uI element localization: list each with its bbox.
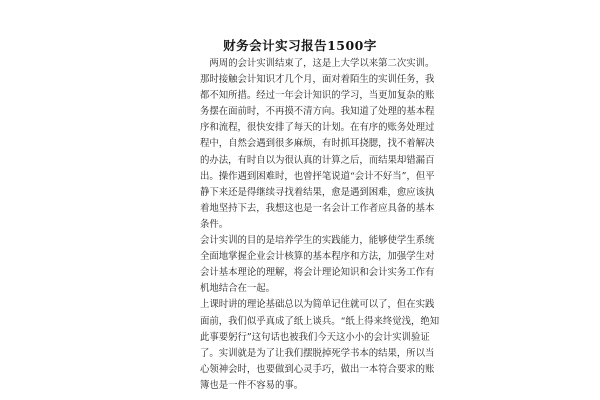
document-title: 财务会计实习报告1500字 bbox=[223, 38, 377, 53]
body-line: 全面地掌握企业会计核算的基本程序和方法，加强学生对 bbox=[200, 251, 435, 263]
body-line: 那时接触会计知识才几个月，面对着陌生的实训任务，我 bbox=[200, 74, 435, 86]
body-line: 会计基本理论的理解，将会计理论知识和会计实务工作有 bbox=[200, 267, 435, 279]
body-line: 的办法，有时自以为很认真的计算之后，而结果却错漏百 bbox=[200, 154, 435, 166]
body-line: 务摆在面前时，不再摸不清方向。我知道了处理的基本程 bbox=[200, 106, 435, 118]
body-line: 序和流程，很快安排了每天的计划。在有序的账务处理过 bbox=[200, 122, 435, 134]
body-line: 都不知所措。经过一年会计知识的学习，当更加复杂的账 bbox=[200, 90, 435, 102]
body-line: 条件。 bbox=[200, 218, 229, 230]
body-line: 上课时讲的理论基础总以为简单记住就可以了，但在实践 bbox=[200, 299, 435, 311]
body-line: 机地结合在一起。 bbox=[200, 283, 276, 295]
body-line: 簿也是一件不容易的事。 bbox=[200, 379, 304, 391]
body-line: 了。实训就是为了让我们摆脱掉死学书本的结果，所以当 bbox=[200, 347, 435, 359]
body-line: 两周的会计实训结束了，这是上大学以来第二次实训。 bbox=[200, 58, 435, 69]
body-line: 程中，自然会遇到很多麻烦，有时抓耳挠腮，找不着解决 bbox=[200, 138, 435, 150]
body-line: 静下来还是得继续寻找着结果，愈是遇到困难，愈应该执 bbox=[200, 186, 435, 198]
body-line: 出。操作遇到困难时，也曾抨笔说道“会计不好当”，但平 bbox=[200, 170, 435, 182]
body-line: 心领神会时，也要做到心灵手巧，做出一本符合要求的账 bbox=[200, 363, 435, 375]
body-line: 此事要躬行”这句话也被我们今天这小小的会计实训验证 bbox=[200, 331, 430, 343]
body-line: 着地坚持下去，我想这也是一名会计工作者应具备的基本 bbox=[200, 202, 435, 214]
document-body bbox=[200, 56, 440, 394]
body-line: 面前，我们似乎真成了纸上谈兵。“纸上得来终觉浅，绝知 bbox=[200, 315, 440, 327]
body-line: 会计实训的目的是培养学生的实践能力，能够使学生系统 bbox=[200, 235, 435, 247]
